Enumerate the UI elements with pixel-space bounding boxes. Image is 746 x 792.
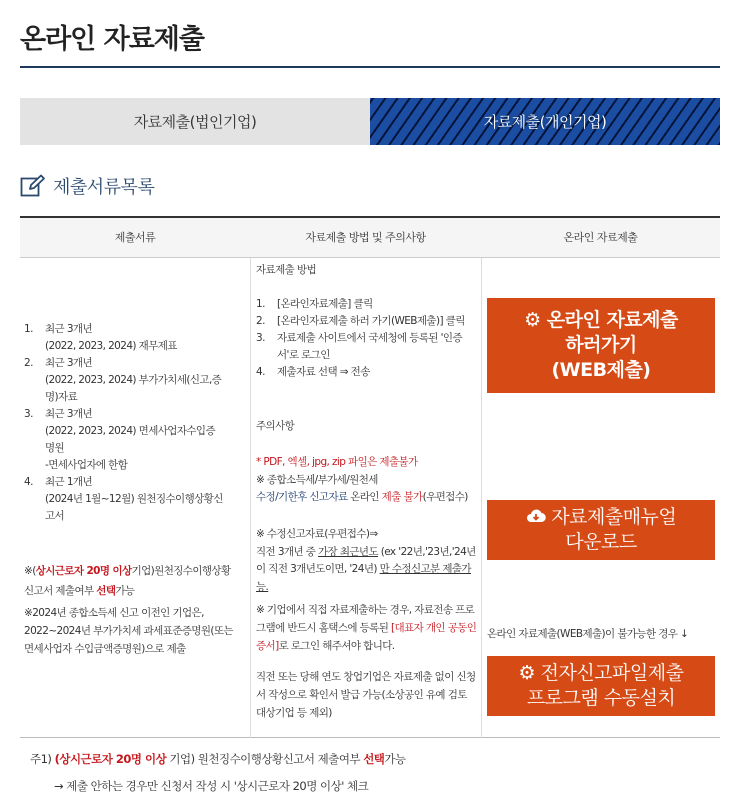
- list-item: 2. [온라인자료제출 하러 가기(WEB제출)] 클릭: [256, 315, 465, 327]
- document-list-cell: [24, 321, 224, 525]
- column-divider: [250, 258, 251, 738]
- edit-icon: [20, 174, 46, 198]
- method-cell: [256, 262, 478, 381]
- table-header: [20, 218, 720, 258]
- header-documents: 제출서류: [114, 231, 156, 244]
- manual-download-button[interactable]: 자료제출매뉴얼 다운로드: [487, 500, 715, 560]
- list-item: 2. 최근 3개년 (2022, 2023, 2024) 부가가치세(신고,증명)자료: [24, 357, 222, 403]
- gear-icon: ⚙: [518, 662, 536, 684]
- caution-login: ※ 기업에서 직접 자료제출하는 경우, 자료전송 프로그램에 반드시 홈택스에 등록된 [대표자 개인 공동인증서]로 로그인 해주셔야 합니다.: [256, 604, 477, 652]
- header-method: 자료제출 방법 및 주의사항: [305, 231, 426, 244]
- footer-notes: [30, 746, 406, 792]
- caution-title: 주의사항: [256, 420, 295, 432]
- list-item: 1. 최근 3개년 (2022, 2023, 2024) 재무제표: [24, 323, 177, 352]
- caution-revised: ※ 수정신고자료(우편접수)⇒ 직전 3개년 중 가장 최근년도 (ex '22년,'23년,'24년이 직전 3개년도이면, '24년) 만 수정신고분 제출가능.: [256, 528, 476, 593]
- note-income-tax: ※2024년 종합소득세 신고 이전인 기업은, 2022~2024년 부가가치세 과세표준증명원(또는 면세사업자 수입금액증명원)으로 제출: [24, 607, 233, 655]
- list-item: 4. 제출자료 선택 ⇒ 전송: [256, 366, 370, 378]
- tab-corporate[interactable]: [20, 98, 370, 145]
- tab-label: 자료제출(법인기업): [133, 113, 257, 131]
- note-employees: ※(상시근로자 20명 이상기업)원천징수이행상황신고서 제출여부 선택가능: [24, 565, 231, 597]
- web-submit-button[interactable]: ⚙ 온라인 자료제출 하러가기 (WEB제출): [487, 298, 715, 393]
- caution-file-types: * PDF, 엑셀, jpg, zip 파일은 제출불가: [256, 456, 418, 468]
- page-title: 온라인 자료제출: [20, 24, 204, 55]
- cloud-download-icon: [526, 508, 546, 524]
- install-note: 온라인 자료제출(WEB제출)이 불가능한 경우 ↓: [487, 628, 689, 640]
- section-heading: [20, 173, 154, 199]
- tab-bar: [20, 98, 720, 145]
- list-item: 4. 최근 1개년 (2024년 1월~12월) 원천징수이행상황신고서: [24, 476, 223, 522]
- title-divider: [20, 66, 720, 68]
- gear-icon: ⚙: [524, 309, 541, 331]
- list-item: 3. 최근 3개년 (2022, 2023, 2024) 면세사업자수입증명원 -면세사업자에 한함: [24, 408, 215, 471]
- list-item: 1. [온라인자료제출] 클릭: [256, 298, 373, 310]
- section-title: 제출서류목록: [53, 177, 155, 198]
- caution-startup: 직전 또는 당해 연도 창업기업은 자료제출 없이 신청서 작성으로 확인서 발급 가능(소상공인 유예 검토 대상기업 등 제외): [256, 671, 476, 719]
- tab-label: 자료제출(개인기업): [483, 113, 607, 131]
- tab-individual[interactable]: [370, 98, 720, 145]
- method-title: 자료제출 방법: [256, 264, 316, 276]
- footer-note-1: 주1) (상시근로자 20명 이상 기업) 원천징수이행상황신고서 제출여부 선택가능: [30, 752, 406, 766]
- document-list: [24, 321, 224, 525]
- footer-note-2: → 제출 안하는 경우만 신청서 작성 시 '상시근로자 20명 이상' 체크: [54, 779, 369, 792]
- manual-install-button[interactable]: ⚙ 전자신고파일제출 프로그램 수동설치: [487, 656, 715, 716]
- caution-amended: ※ 종합소득세/부가세/원천세 수정/기한후 신고자료 온라인 제출 불가(우편접수): [256, 474, 468, 503]
- header-online: 온라인 자료제출: [563, 231, 638, 244]
- column-divider: [481, 258, 482, 738]
- list-item: 3. 자료제출 사이트에서 국세청에 등록된 '인증서'로 로그인: [256, 332, 463, 361]
- method-steps: [256, 296, 478, 381]
